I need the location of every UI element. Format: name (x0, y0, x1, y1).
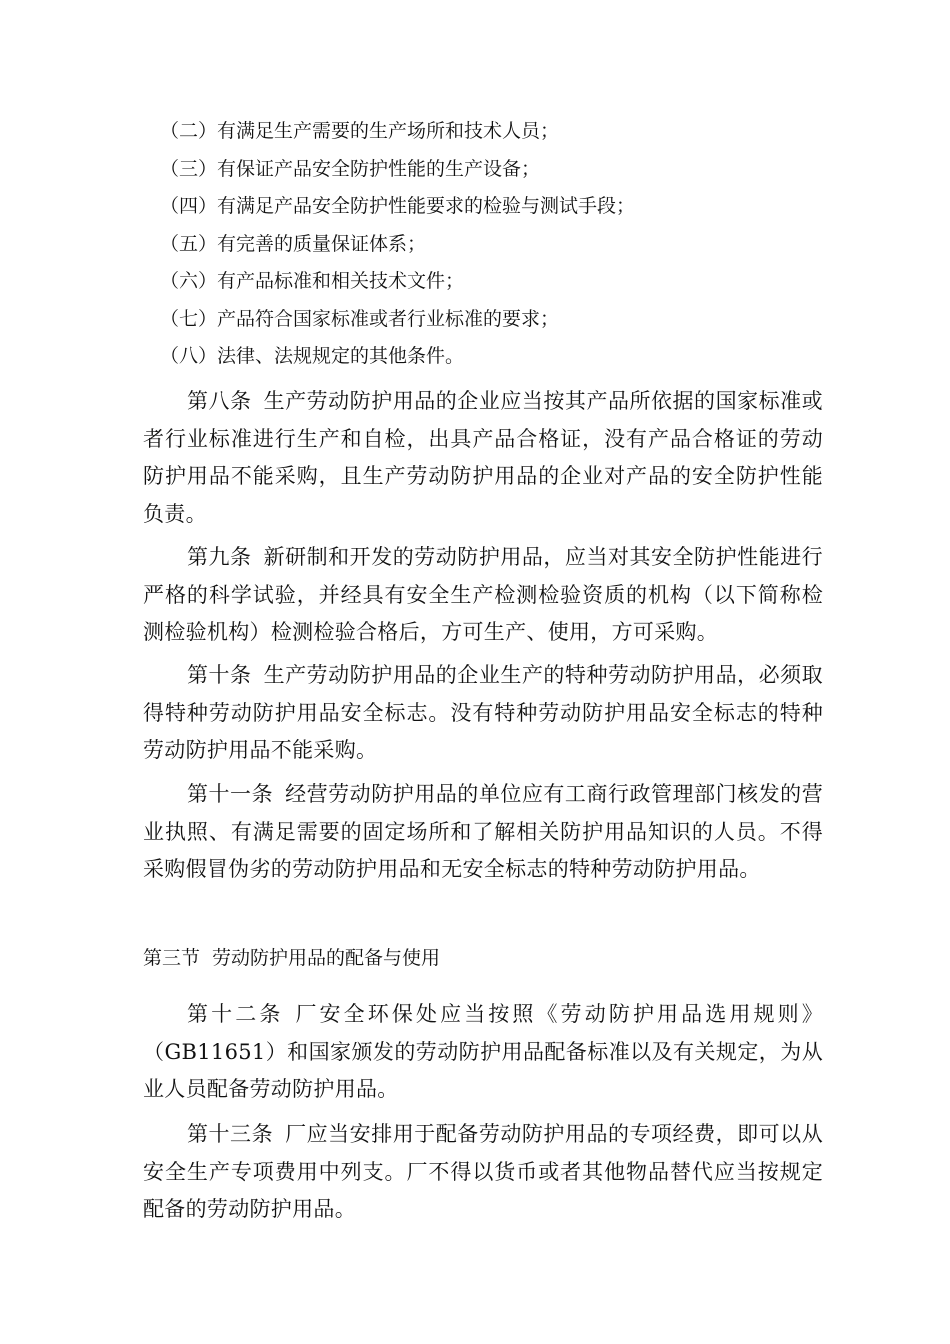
article-10 (143, 657, 823, 770)
article-text: 生产劳动防护用品的企业生产的特种劳动防护用品，必须取得特种劳动防护用品安全标志。没有特种劳动防护用品安全标志的特种劳动防护用品不能采购。 (143, 663, 823, 762)
article-text: 厂应当安排用于配备劳动防护用品的专项经费，即可以从安全生产专项费用中列支。厂不得以货币或者其他物品替代应当按规定配备的劳动防护用品。 (143, 1122, 824, 1221)
list-item: （七）产品符合国家标准或者行业标准的要求； (160, 307, 560, 330)
article-8 (143, 383, 823, 533)
article-number: 第十二条 (187, 1002, 284, 1026)
article-text: 生产劳动防护用品的企业应当按其产品所依据的国家标准或者行业标准进行生产和自检，出具产品合格证，没有产品合格证的劳动防护用品不能采购，且生产劳动防护用品的企业对产品的安全防护性能负责。 (143, 389, 823, 526)
article-number: 第十条 (187, 663, 252, 687)
article-12 (143, 996, 823, 1109)
list-item: （三）有保证产品安全防护性能的生产设备； (160, 157, 541, 180)
article-text: 新研制和开发的劳动防护用品，应当对其安全防护性能进行严格的科学试验，并经具有安全生产检测检验资质的机构（以下简称检测检验机构）检测检验合格后，方可生产、使用，方可采购。 (143, 545, 823, 644)
section-number: 第三节 (143, 947, 201, 969)
list-item: （八）法律、法规规定的其他条件。 (160, 345, 465, 367)
section-heading (143, 940, 823, 978)
article-number: 第八条 (187, 389, 252, 413)
conditions-list (160, 113, 840, 376)
article-9 (143, 539, 823, 652)
list-item: （六）有产品标准和相关技术文件； (160, 270, 465, 292)
list-item: （二）有满足生产需要的生产场所和技术人员； (160, 120, 560, 142)
list-item: （五）有完善的质量保证体系； (160, 232, 427, 255)
article-13 (143, 1116, 823, 1229)
article-11 (143, 776, 823, 889)
article-number: 第十三条 (187, 1122, 274, 1146)
list-item: （四）有满足产品安全防护性能要求的检验与测试手段； (160, 195, 636, 217)
article-text: 经营劳动防护用品的单位应有工商行政管理部门核发的营业执照、有满足需要的固定场所和了解相关防护用品知识的人员。不得采购假冒伪劣的劳动防护用品和无安全标志的特种劳动防护用品。 (143, 782, 824, 881)
article-number: 第十一条 (187, 782, 274, 806)
article-text: 厂安全环保处应当按照《劳动防护用品选用规则》（GB11651）和国家颁发的劳动防护用品配备标准以及有关规定，为从业人员配备劳动防护用品。 (143, 1002, 823, 1101)
section-title: 劳动防护用品的配备与使用 (212, 947, 441, 969)
article-number: 第九条 (187, 545, 252, 569)
